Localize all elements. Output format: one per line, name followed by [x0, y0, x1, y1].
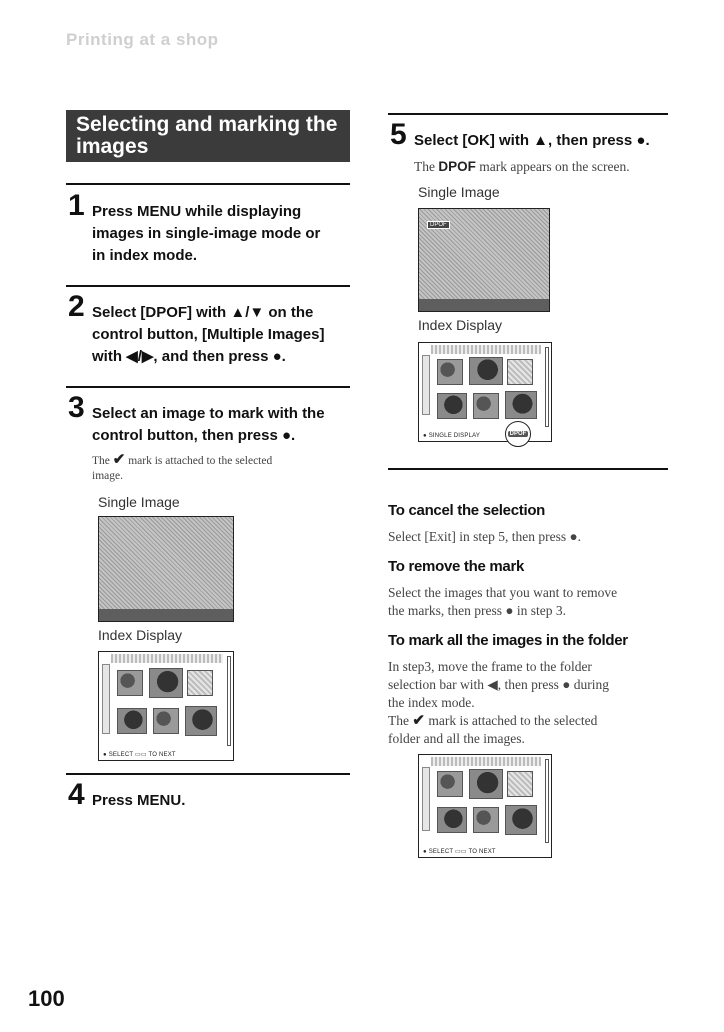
- step-line: Select [OK] with ▲, then press ●.: [414, 132, 650, 149]
- screen-bottom-strip: [419, 299, 549, 311]
- subhead-mark-all: To mark all the images in the folder: [388, 632, 628, 649]
- step-text: [414, 130, 650, 152]
- note-text: The: [414, 159, 439, 174]
- thumbnail: [505, 391, 537, 419]
- screen-bottom-strip: [99, 609, 233, 621]
- thumbnail: [149, 668, 183, 698]
- dpof-badge: DPOF: [427, 221, 450, 229]
- note-text: mark appears on the screen.: [475, 159, 630, 174]
- dpof-word: DPOF: [438, 159, 476, 174]
- note-text: The: [388, 713, 413, 728]
- single-image-screen: [98, 516, 234, 622]
- subhead-remove: To remove the mark: [388, 558, 525, 575]
- step-line: control button, [Multiple Images]: [92, 326, 325, 343]
- step-line: Press MENU.: [92, 792, 186, 809]
- screen-footer: ● SINGLE DISPLAY: [423, 433, 481, 439]
- body-line: Select the images that you want to remove: [388, 585, 618, 600]
- index-display-screen: [98, 651, 234, 761]
- thumbnail: [185, 706, 217, 736]
- thumbnail: [437, 771, 463, 797]
- scroll-bar: [545, 347, 549, 427]
- step-number: 4: [68, 778, 85, 811]
- step-3: [68, 391, 325, 447]
- screen-footer: ● SELECT ▭▭ TO NEXT: [423, 849, 496, 855]
- thumbnail: [117, 670, 143, 696]
- single-image-screen-dpof: [418, 208, 550, 312]
- running-head: Printing at a shop: [66, 30, 219, 49]
- body-line: folder and all the images.: [388, 731, 525, 746]
- folder-selection-bar: [422, 355, 430, 415]
- thumbnail: [507, 359, 533, 385]
- step-text: [92, 201, 320, 267]
- step-3-note: [92, 453, 342, 484]
- step-text: [92, 790, 185, 812]
- note-text: image.: [92, 470, 123, 482]
- step-4: [68, 778, 186, 812]
- thumbnail: [473, 807, 499, 833]
- screen-top-bar: [111, 654, 223, 663]
- screen-footer: ● SELECT ▭▭ TO NEXT: [103, 752, 176, 758]
- thumbnail: [437, 359, 463, 385]
- step-2: [68, 290, 325, 368]
- dpof-label: DPOF: [509, 431, 527, 437]
- thumbnail: [505, 805, 537, 835]
- step-number: 2: [68, 290, 85, 323]
- check-icon: ✔: [412, 713, 425, 729]
- caption-single-image-2: Single Image: [418, 184, 500, 200]
- thumbnail: [153, 708, 179, 734]
- banner-line-2: images: [76, 135, 149, 158]
- note-text: mark is attached to the selected: [125, 455, 273, 467]
- rule-step-1: [66, 183, 350, 185]
- section-banner: [66, 110, 350, 162]
- page-number: 100: [28, 986, 65, 1011]
- index-display-screen-dpof: [418, 342, 552, 442]
- step-text: [92, 302, 325, 368]
- step-line: with ◀/▶, and then press ●.: [92, 348, 286, 365]
- mark-all-text: [388, 658, 688, 748]
- rule-step-4: [66, 773, 350, 775]
- step-text: [92, 403, 325, 447]
- thumbnail: [437, 393, 467, 419]
- step-number: 3: [68, 391, 85, 424]
- thumbnail: [469, 769, 503, 799]
- rule-step-5: [388, 113, 668, 115]
- caption-index-display: Index Display: [98, 627, 183, 643]
- folder-selection-bar: [102, 664, 110, 734]
- folder-note: [388, 712, 688, 730]
- step-line: Press MENU while displaying: [92, 203, 302, 220]
- scroll-bar: [227, 656, 231, 746]
- thumbnail: [187, 670, 213, 696]
- dpof-highlight-circle: [505, 421, 531, 447]
- thumbnail: [117, 708, 147, 734]
- step-line: Select [DPOF] with ▲/▼ on the: [92, 304, 314, 321]
- thumbnail: [437, 807, 467, 833]
- note-text: mark is attached to the selected: [424, 713, 598, 728]
- step-line: control button, then press ●.: [92, 427, 296, 444]
- body-line: the marks, then press ● in step 3.: [388, 603, 566, 618]
- screen-top-bar: [431, 757, 541, 766]
- step-number: 1: [68, 189, 85, 222]
- screen-top-bar: [431, 345, 541, 354]
- check-icon: ✔: [112, 452, 126, 468]
- step-number: 5: [390, 118, 407, 151]
- body-line: In step3, move the frame to the folder: [388, 659, 592, 674]
- body-line: selection bar with ◀, then press ● during: [388, 677, 609, 692]
- banner-line-1: Selecting and marking the: [76, 113, 338, 136]
- cancel-text: [388, 528, 678, 546]
- index-display-screen-folder: [418, 754, 552, 858]
- subhead-cancel: To cancel the selection: [388, 502, 546, 519]
- rule-step-2: [66, 285, 350, 287]
- rule-subsections: [388, 468, 668, 470]
- body-line: Select [Exit] in step 5, then press ●.: [388, 529, 581, 544]
- step-1: [68, 189, 321, 267]
- body-line: the index mode.: [388, 695, 475, 710]
- remove-text: [388, 584, 688, 620]
- step-line: images in single-image mode or: [92, 225, 321, 242]
- note-text: The: [92, 455, 110, 467]
- scroll-bar: [545, 759, 549, 843]
- rule-step-3: [66, 386, 350, 388]
- caption-index-display-2: Index Display: [418, 317, 503, 333]
- step-5: [390, 118, 650, 152]
- step-5-note: [414, 158, 674, 176]
- thumbnail: [507, 771, 533, 797]
- folder-selection-bar: [422, 767, 430, 831]
- step-line: Select an image to mark with the: [92, 405, 325, 422]
- thumbnail: [473, 393, 499, 419]
- step-line: in index mode.: [92, 247, 198, 264]
- thumbnail: [469, 357, 503, 385]
- caption-single-image: Single Image: [98, 494, 180, 510]
